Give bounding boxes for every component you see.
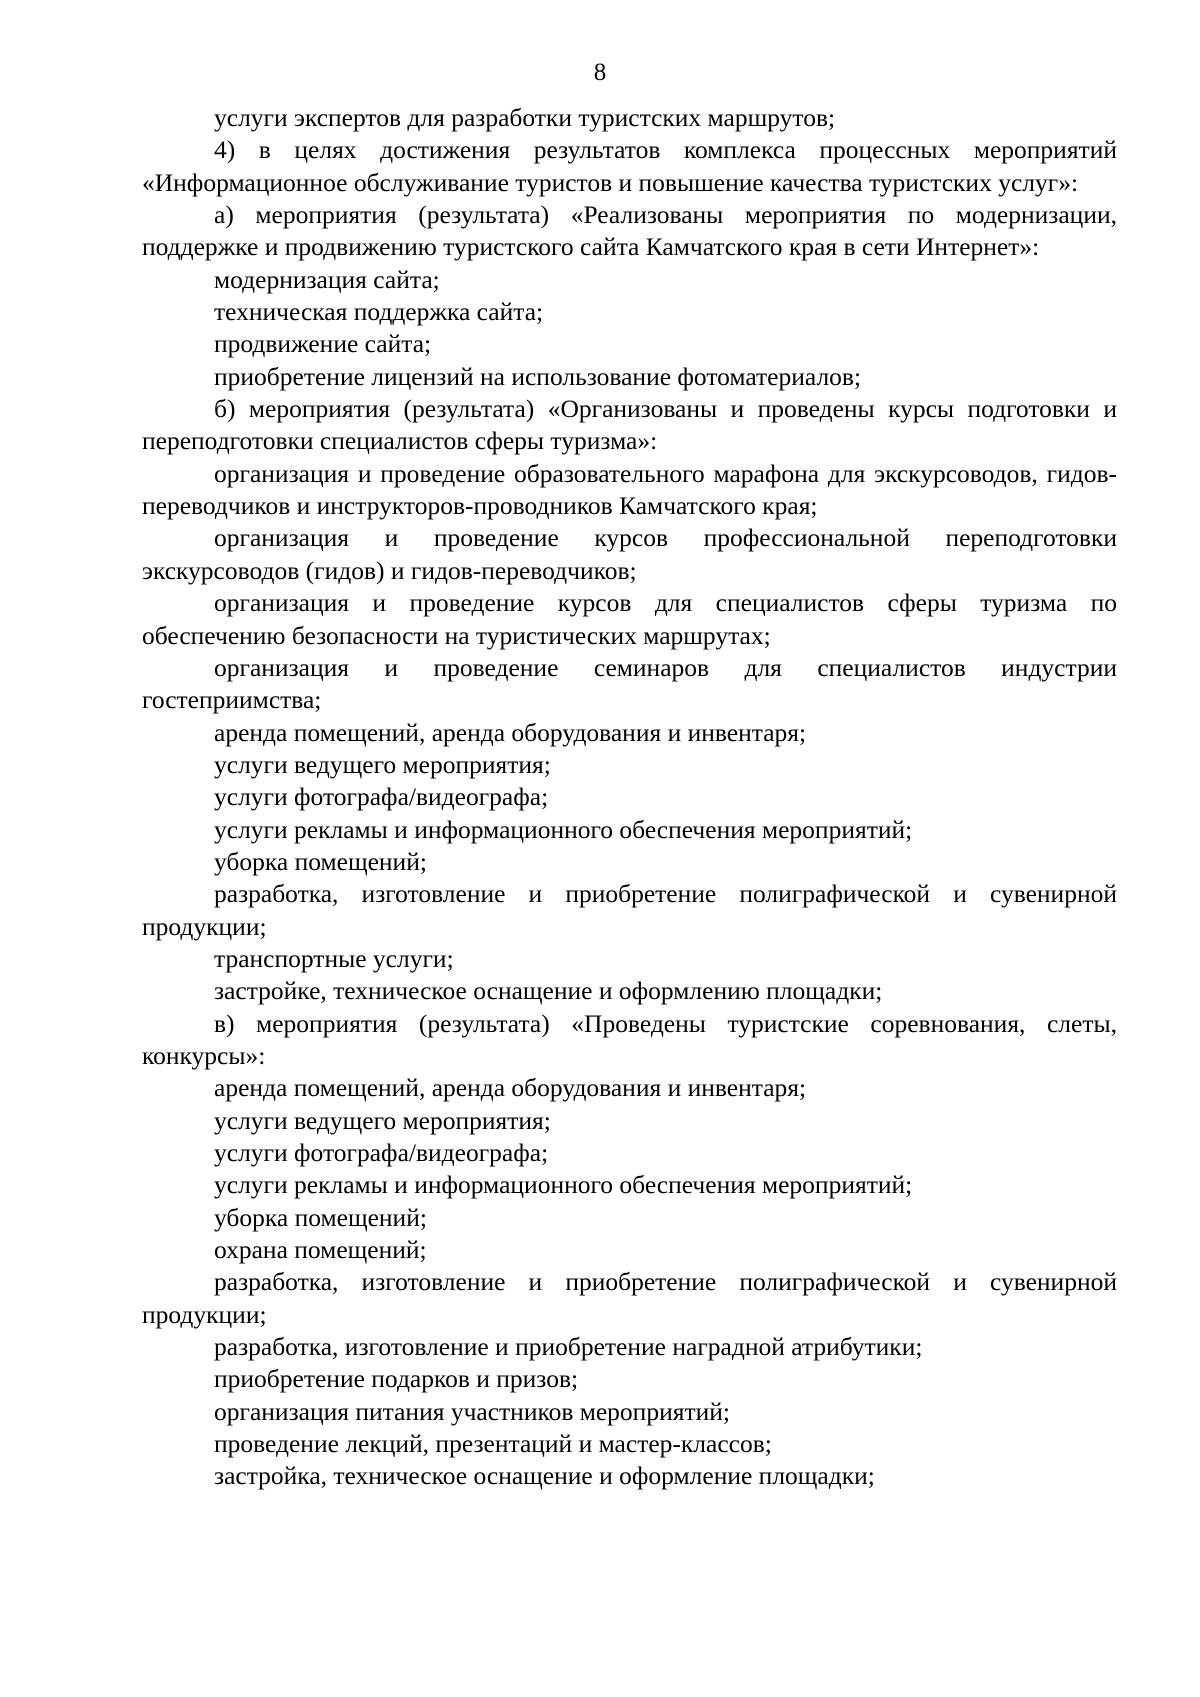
paragraph: услуги рекламы и информационного обеспечения мероприятий;: [214, 1170, 913, 1200]
paragraph: услуги рекламы и информационного обеспечения мероприятий;: [214, 814, 913, 844]
paragraph: услуги ведущего мероприятия;: [214, 749, 551, 779]
paragraph: охрана помещений;: [214, 1235, 427, 1265]
paragraph: застройке, техническое оснащение и оформлению площадки;: [214, 976, 883, 1006]
paragraph: организация питания участников мероприятий;: [214, 1396, 730, 1426]
page-number: 8: [593, 59, 607, 86]
paragraph: а) мероприятия (результата) «Реализованы мероприятия по модернизации, поддержке и продвижению туристского сайта Камчатского края в сети Интернет»:: [142, 200, 1117, 262]
paragraph: б) мероприятия (результата) «Организованы и проведены курсы подготовки и переподготовки специалистов сферы туризма»:: [142, 394, 1117, 456]
paragraph: приобретение лицензий на использование фотоматериалов;: [214, 361, 862, 391]
paragraph: организация и проведение образовательного марафона для экскурсоводов, гидов-переводчиков и инструкторов-проводников Камчатского края;: [142, 458, 1117, 521]
paragraph: услуги ведущего мероприятия;: [214, 1105, 551, 1135]
paragraph: в) мероприятия (результата) «Проведены туристские соревнования, слеты, конкурсы»:: [142, 1008, 1117, 1070]
paragraph: разработка, изготовление и приобретение полиграфической и сувенирной продукции;: [142, 1267, 1117, 1329]
paragraph: техническая поддержка сайта;: [214, 297, 544, 327]
paragraph: разработка, изготовление и приобретение наградной атрибутики;: [214, 1332, 923, 1362]
paragraph: модернизация сайта;: [214, 264, 440, 294]
paragraph: услуги фотографа/видеографа;: [214, 782, 549, 812]
paragraph: разработка, изготовление и приобретение полиграфической и сувенирной продукции;: [142, 879, 1117, 941]
paragraph: приобретение подарков и призов;: [214, 1364, 579, 1394]
paragraph: аренда помещений, аренда оборудования и инвентаря;: [214, 1073, 807, 1103]
paragraph: проведение лекций, презентаций и мастер-классов;: [214, 1429, 772, 1459]
paragraph: 4) в целях достижения результатов комплекса процессных мероприятий «Информационное обслуживание туристов и повышение качества туристских услуг»:: [142, 135, 1117, 197]
paragraph: организация и проведение семинаров для специалистов индустрии гостеприимства;: [142, 652, 1117, 715]
paragraph: застройка, техническое оснащение и оформление площадки;: [214, 1461, 875, 1491]
paragraph: услуги фотографа/видеографа;: [214, 1138, 549, 1167]
paragraph: транспортные услуги;: [214, 943, 454, 973]
paragraph: уборка помещений;: [214, 1202, 427, 1232]
paragraph: уборка помещений;: [214, 846, 427, 876]
paragraph: услуги экспертов для разработки туристских маршрутов;: [214, 103, 836, 132]
paragraph: организация и проведение курсов профессиональной переподготовки экскурсоводов (гидов) и гидов-переводчиков;: [142, 523, 1117, 585]
paragraph: организация и проведение курсов для специалистов сферы туризма по обеспечению безопасности на туристических маршрутах;: [142, 588, 1117, 650]
paragraph: продвижение сайта;: [214, 329, 432, 359]
paragraph: аренда помещений, аренда оборудования и инвентаря;: [214, 717, 807, 747]
document-body: [142, 102, 1117, 1493]
